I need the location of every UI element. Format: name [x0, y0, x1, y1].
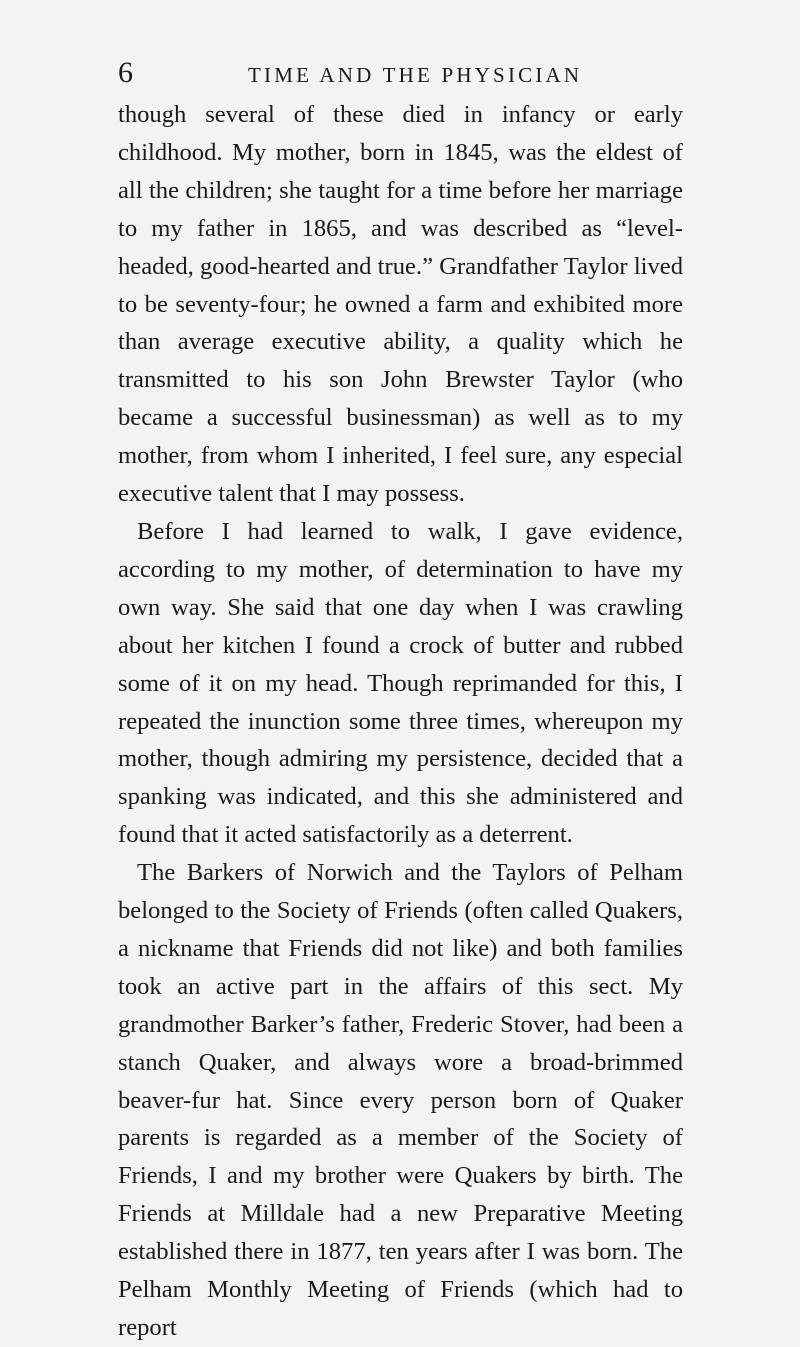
page-header — [118, 56, 678, 92]
page-number: 6 — [118, 56, 133, 89]
paragraph-3: The Barkers of Norwich and the Taylors of Pelham belonged to the Society of Friends (often called Quakers, a nickname that Friends did not like) and both families took an active part in the affairs of this sect. My grandmother Barker’s father, Frederic Stover, had been a stanch Quaker, and always wore a broad-brimmed beaver-fur hat. Since every person born of Quaker parents is regarded as a member of the Society of Friends, I and my brother were Quakers by birth. The Friends at Milldale had a new Preparative Meeting established there in 1877, ten years after I was born. The Pelham Monthly Meeting of Friends (which had to report — [118, 859, 683, 1341]
paragraph-1: though several of these died in infancy or early childhood. My mother, born in 1845, was the eldest of all the children; she taught for a time before her marriage to my father in 1865, and was described as “level-headed, good-hearted and true.” Grandfather Taylor lived to be seventy-four; he owned a farm and exhibited more than average executive ability, a quality which he transmitted to his son John Brewster Taylor (who became a successful businessman) as well as to my mother, from whom I inherited, I feel sure, any especial executive talent that I may possess. — [118, 101, 683, 508]
running-head: TIME AND THE PHYSICIAN — [248, 63, 583, 87]
paragraph-2: Before I had learned to walk, I gave evidence, according to my mother, of determination to have my own way. She said that one day when I was crawling about her kitchen I found a crock of butter and rubbed some of it on my head. Though reprimanded for this, I repeated the inunction some three times, whereupon my mother, though admiring my persistence, decided that a spanking was indicated, and this she administered and found that it acted satisfactorily as a deterrent. — [118, 517, 683, 849]
body-text — [118, 96, 683, 1347]
